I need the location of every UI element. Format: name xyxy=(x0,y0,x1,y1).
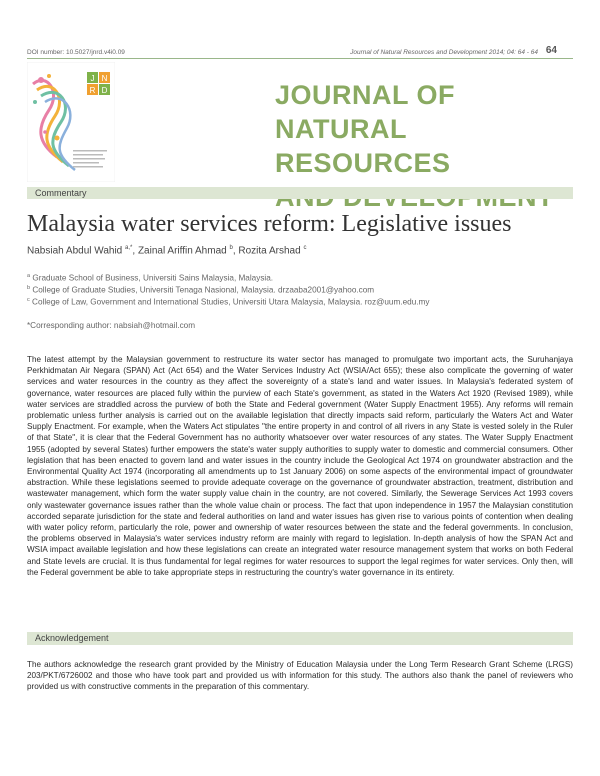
affiliation-mark: a xyxy=(27,273,31,279)
author-mark: b xyxy=(229,245,233,251)
affiliation-mark: c xyxy=(27,297,30,303)
journal-reference: Journal of Natural Resources and Development 2014; 04: 64 - 64 xyxy=(350,49,538,56)
header-rule xyxy=(27,58,573,59)
logo-letter-1: J xyxy=(90,74,95,83)
affiliation-text: College of Law, Government and International Studies, Universiti Utara Malaysia, Malaysia. roz@uum.edu.my xyxy=(32,297,430,307)
abstract-body: The latest attempt by the Malaysian government to restructure its water sector has managed to promulgate two important acts, the Suruhanjaya Perkhidmatan Air Negara (SPAN) Act (Act 654) and the Water Services Industry Act (WSIA/Act 655); these also complicate the governing of water services and water resources in the country as they affect the sovereignty of a state's land and water issues. In Malaysia's federated system of governance, water resources are placed fully within the purview of each State's government, as stated in the Waters Act 1920 (Revised 1989), while water services are straddled across the purview of both the State and Federal government (Water Supply Enactment 1955). Any reforms will remain problematic unless further analysis is carried out on the available legislation that directly impacts said reform, particularly the Waters Act and Water Supply Enactment. For example, when the Waters Act stipulates "the entire property in and control of all rivers in any State is vested solely in the Ruler of that State", it is clear that the Federal Government has no authority whatsoever over water resources of any states. The Water Supply Enactment 1955 (adopted by several States) further empowers the state's water supply authorities to supply water to domestic and commercial consumers. Other legislation that has been enacted to govern land and water issues in the country include the Geological Act 1974 on groundwater abstraction and the Environmental Quality Act 1974 (incorporating all amendments up to 1st January 2006) on some aspects of the environmental impact of groundwater abstraction. While these legislations seemed to provide adequate coverage on the governance of groundwater abstraction, treatment, distribution and wastewater management, which form the water supply value chain in the country, are not covered. Similarly, the Sewerage Services Act 1993 covers only wastewater governance issues rather than the whole value chain or process. The fact that upon independence in 1957 the Malaysian constitution accorded separate jurisdiction for the state and federal authorities on land and water issues has given rise to various points of contention when dealing with water policy reform, particularly the role, power and ownership of water resources between the state and the federal governments. In conclusion, the problems observed in Malaysia's water services industry reform are mainly with regard to legislation. In-depth analysis of how the SPAN Act and WSIA impact available legislation and how these legislations can create an integrated water resource management system that works on both Federal and State levels are crucial. It is thus fundamental for legal regimes for water resources to support the legal regimes for water services. Only then, will the Federal government be able to take appropriate steps in restructuring the country's water governance in its entirety. xyxy=(27,355,573,577)
author-list: Nabsiah Abdul Wahid $^{a,*}$, Zainal Ariffin Ahmad $^b$, Rozita Arshad $^c$ xyxy=(27,245,307,257)
journal-title-line-1: JOURNAL OF xyxy=(275,80,456,110)
doi-text: DOI number: 10.5027/jnrd.v4i0.09 xyxy=(27,49,125,56)
paper-title: Malaysia water services reform: Legislative issues xyxy=(27,211,512,237)
journal-title-line-2: NATURAL RESOURCES xyxy=(275,114,451,178)
cover-art xyxy=(27,62,115,182)
section-band xyxy=(27,187,573,199)
corresponding-author: *Corresponding author: nabsiah@hotmail.com xyxy=(27,321,196,330)
affiliation xyxy=(27,273,273,283)
section-label: Commentary xyxy=(35,188,87,198)
logo-letter-4: D xyxy=(101,86,108,95)
logo-letter-2: N xyxy=(101,74,108,83)
affiliation xyxy=(27,297,429,307)
acknowledgement-heading: Acknowledgement xyxy=(35,633,109,643)
logo-letter-3: R xyxy=(89,86,96,95)
affiliation-mark: b xyxy=(27,285,31,291)
author-name: Nabsiah Abdul Wahid xyxy=(27,245,123,257)
affiliation xyxy=(27,285,374,295)
page-number: 64 xyxy=(545,45,557,56)
acknowledgement-body: The authors acknowledge the research grant provided by the Ministry of Education Malaysia under the Long Term Research Grant Scheme (LRGS) 203/PKT/6726002 and those who have took part and provided us with information for this study. The authors also thank the panel of reviewers who provided us with constructive comments in the preparation of this commentary. xyxy=(27,660,573,692)
author-mark: c xyxy=(303,245,307,251)
author-name: Zainal Ariffin Ahmad xyxy=(137,245,227,257)
affiliation-text: Graduate School of Business, Universiti Sains Malaysia, Malaysia. xyxy=(32,273,274,283)
author-name: Rozita Arshad xyxy=(238,245,301,257)
author-mark: a,* xyxy=(125,245,133,251)
affiliation-text: College of Graduate Studies, Universiti Tenaga Nasional, Malaysia. drzaaba2001@yahoo.com xyxy=(32,285,375,295)
journal-cover-image xyxy=(27,62,115,182)
